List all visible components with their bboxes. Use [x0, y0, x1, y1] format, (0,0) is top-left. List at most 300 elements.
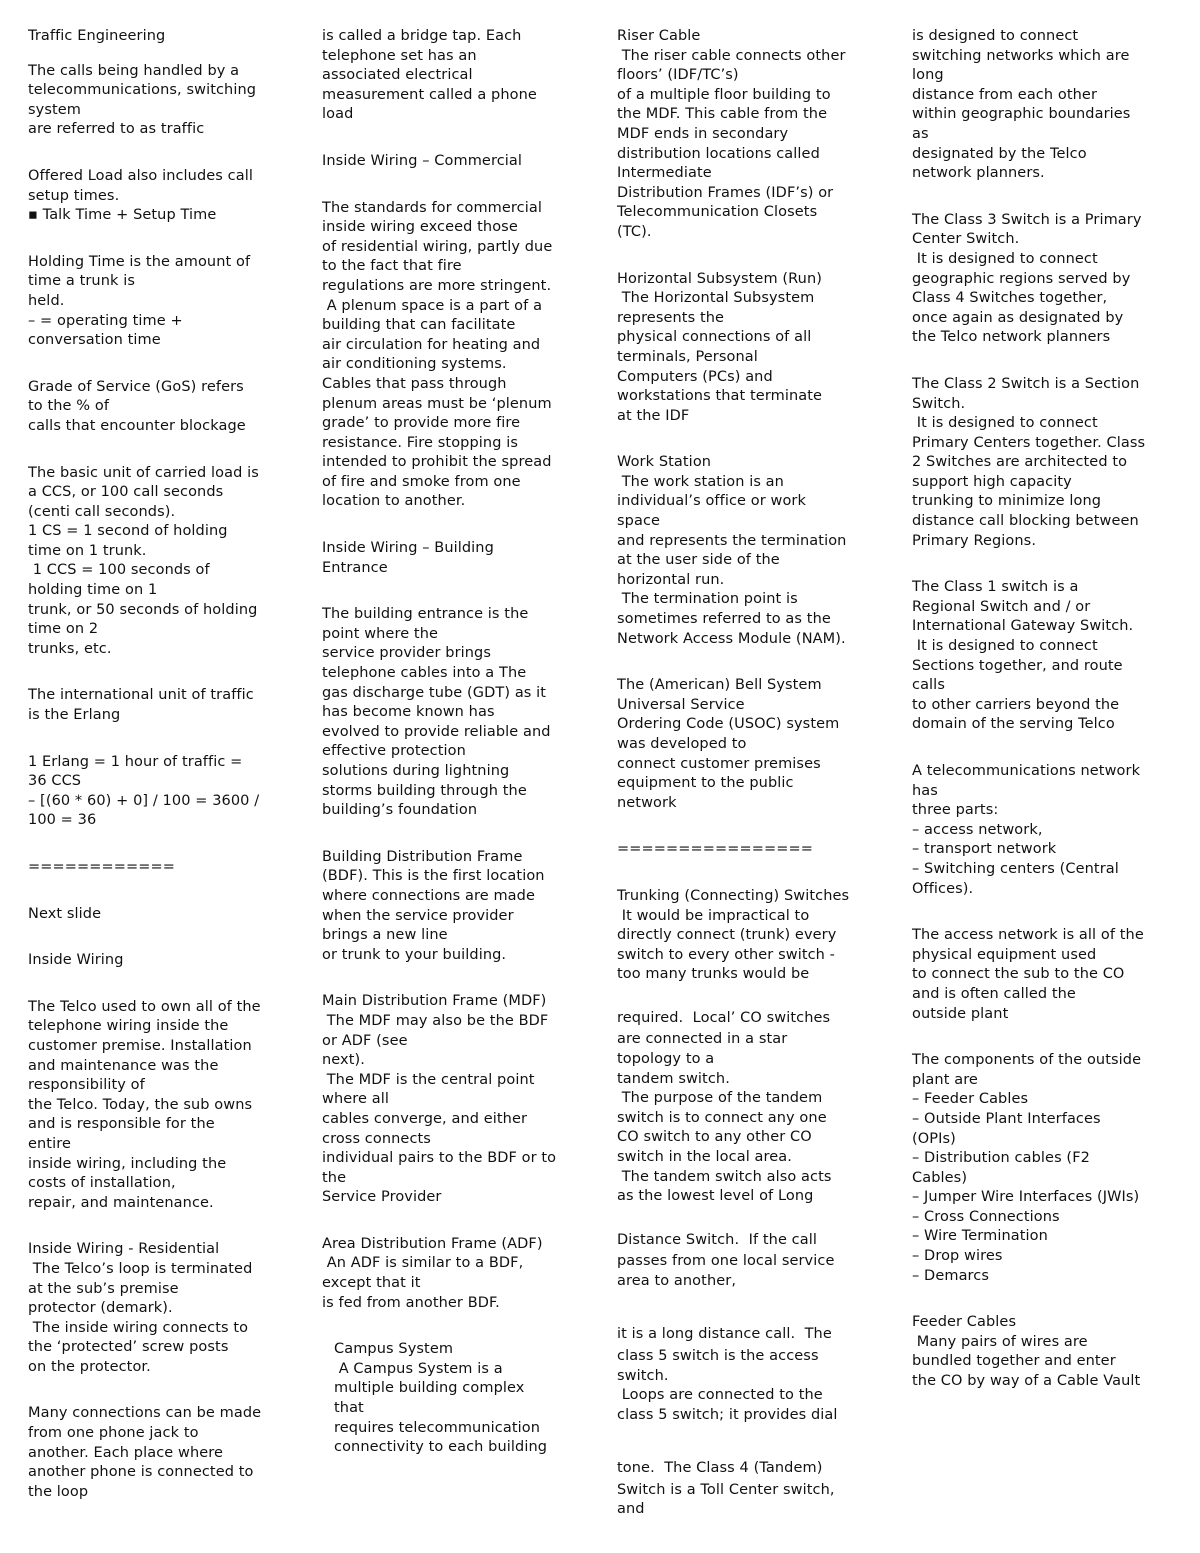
text-line: tone. The Class 4 (Tandem) [617, 1460, 823, 1477]
text-line: solutions during lightning [322, 763, 510, 779]
text-line: gas discharge tube (GDT) as it [322, 684, 547, 701]
text-line: within geographic boundaries [912, 106, 1131, 123]
text-line: multiple building complex [334, 1380, 525, 1397]
text-line: area to another, [617, 1272, 737, 1289]
text-line: has [912, 782, 938, 799]
text-line: to the % of [28, 398, 110, 415]
block-spacer [28, 47, 288, 62]
text-line: Loops are connected to the [617, 1387, 823, 1404]
text-line: 1 CCS = 100 seconds of [28, 562, 210, 579]
text-line: conversation time [28, 332, 161, 349]
text-line: calls that encounter blockage [28, 417, 246, 434]
text-line: time on 2 [28, 621, 99, 638]
text-block [28, 378, 288, 437]
text-line: The termination point is [617, 591, 798, 608]
text-line: Class 4 Switches together, [912, 290, 1108, 307]
text-line: horizontal run. [617, 571, 725, 588]
text-line: Distance Switch. If the call [617, 1231, 817, 1248]
text-line: responsibility of [28, 1077, 145, 1094]
text-line: air conditioning systems. [322, 356, 507, 373]
text-line: once again as designated by [912, 309, 1124, 326]
text-block [28, 951, 288, 971]
text-line: service provider brings [322, 645, 492, 662]
text-line: Intermediate [617, 165, 712, 182]
text-line: – Demarcs [912, 1267, 990, 1284]
block-spacer [28, 971, 288, 998]
text-line: it is a long distance call. The [617, 1326, 832, 1343]
block-spacer [912, 551, 1174, 578]
text-line: The standards for commercial [322, 199, 542, 216]
text-line: Riser Cable [617, 28, 701, 44]
text-line: The tandem switch also acts [617, 1168, 832, 1185]
text-line: Grade of Service (GoS) refers [28, 378, 244, 395]
text-line: – Drop wires [912, 1248, 1003, 1265]
text-line: – access network, [912, 821, 1043, 838]
text-line: Telecommunication Closets [617, 204, 818, 221]
text-line: cables converge, and either [322, 1110, 528, 1127]
text-line: It is designed to connect [912, 638, 1098, 655]
text-line: or trunk to your building. [322, 946, 507, 963]
text-line: the Telco. Today, the sub owns [28, 1096, 253, 1113]
text-line: The riser cable connects other [617, 47, 846, 64]
text-line: at the sub’s premise [28, 1280, 179, 1297]
text-line: brings a new line [322, 927, 448, 944]
text-block [322, 539, 584, 578]
text-line: at the user side of the [617, 552, 780, 569]
text-line: grade’ to provide more fire [322, 415, 521, 432]
text-line: tandem switch. [617, 1070, 730, 1087]
text-line: – Outside Plant Interfaces [912, 1110, 1101, 1127]
text-line: where connections are made [322, 887, 535, 904]
text-line: Many connections can be made [28, 1405, 262, 1422]
block-spacer [28, 831, 288, 858]
text-line: setup times. [28, 187, 120, 204]
text-line: effective protection [322, 743, 466, 760]
text-block [617, 887, 879, 985]
text-line: It is designed to connect [912, 415, 1098, 432]
block-spacer [912, 184, 1174, 211]
text-line: time a trunk is [28, 273, 135, 290]
text-line: of a multiple floor building to [617, 86, 831, 103]
text-line: Next slide [28, 905, 102, 922]
text-line: the Telco network planners [912, 329, 1111, 346]
text-line: individual’s office or work [617, 493, 806, 510]
text-line: load [322, 106, 354, 123]
text-block [912, 211, 1174, 348]
text-block [322, 1235, 584, 1313]
block-spacer [617, 1425, 879, 1457]
text-line: the ‘protected’ screw posts [28, 1339, 229, 1356]
text-block [28, 686, 288, 725]
text-line: and is often called the [912, 985, 1076, 1002]
text-line: The Telco used to own all of the [28, 998, 261, 1015]
text-line: connectivity to each building [334, 1439, 548, 1456]
text-line: trunking to minimize long [912, 493, 1102, 510]
text-line: switching networks which are [912, 47, 1130, 64]
text-line: telecommunications, switching [28, 82, 257, 99]
text-line: from one phone jack to [28, 1425, 199, 1442]
block-spacer [28, 726, 288, 753]
text-line: – transport network [912, 841, 1057, 858]
text-line: Network Access Module (NAM). [617, 630, 846, 647]
column-1 [28, 27, 288, 1502]
block-spacer [28, 878, 288, 905]
text-line: class 5 switch; it provides dial [617, 1406, 838, 1423]
text-line: Cables that pass through [322, 375, 507, 392]
text-line: The basic unit of carried load is [28, 464, 259, 481]
text-block [617, 1457, 879, 1520]
text-line: resistance. Fire stopping is [322, 434, 518, 451]
text-line: The international unit of traffic [28, 687, 254, 704]
text-block [617, 1323, 879, 1425]
text-line: is designed to connect [912, 28, 1079, 44]
block-spacer [912, 348, 1174, 375]
block-spacer [28, 226, 288, 253]
text-line: Main Distribution Frame (MDF) [322, 993, 547, 1010]
text-line: cross connects [322, 1130, 431, 1147]
text-line: The work station is an [617, 473, 784, 490]
text-line: distribution locations called [617, 145, 820, 162]
text-block [322, 27, 584, 125]
block-spacer [322, 1313, 584, 1340]
text-line: plenum areas must be ‘plenum [322, 395, 552, 412]
text-line: distance from each other [912, 86, 1098, 103]
text-line: costs of installation, [28, 1175, 176, 1192]
text-line: storms building through the [322, 782, 527, 799]
text-line: (OPIs) [912, 1130, 956, 1147]
block-spacer [28, 1213, 288, 1240]
text-line: holding time on 1 [28, 582, 158, 599]
text-line: It would be impractical to [617, 907, 810, 924]
text-line: Center Switch. [912, 231, 1020, 248]
text-line: Horizontal Subsystem (Run) [617, 270, 822, 287]
text-line: Inside Wiring – Commercial [322, 152, 523, 169]
text-block [322, 992, 584, 1208]
text-line: and [617, 1501, 645, 1518]
text-line: – = operating time + [28, 312, 183, 329]
text-line: Offices). [912, 880, 974, 897]
text-line: The purpose of the tandem [617, 1090, 823, 1107]
text-line: outside plant [912, 1005, 1009, 1022]
text-line: switch. [617, 1367, 669, 1384]
text-line: at the IDF [617, 407, 690, 424]
block-spacer [28, 924, 288, 951]
block-spacer [322, 821, 584, 848]
text-line: was developed to [617, 736, 747, 752]
text-line: regulations are more stringent. [322, 277, 552, 294]
text-line: class 5 switch is the access [617, 1347, 819, 1364]
text-line: location to another. [322, 493, 466, 510]
block-spacer [28, 437, 288, 464]
text-line: network [617, 794, 677, 811]
text-line: CO switch to any other CO [617, 1129, 812, 1146]
text-line: Primary Centers together. Class [912, 434, 1146, 451]
text-block [28, 167, 288, 226]
block-spacer [617, 243, 879, 270]
text-line: Inside Wiring - Residential [28, 1241, 220, 1258]
text-line: where all [322, 1091, 389, 1108]
text-line: – Distribution cables (F2 [912, 1150, 1090, 1167]
text-line: to the fact that fire [322, 258, 462, 275]
text-line: repair, and maintenance. [28, 1194, 214, 1211]
text-line: when the service provider [322, 907, 514, 924]
text-line: floors’ (IDF/TC’s) [617, 67, 739, 84]
text-line: as [912, 125, 929, 142]
text-line: as the lowest level of Long [617, 1188, 814, 1205]
text-line: Universal Service [617, 696, 745, 713]
text-block [322, 199, 584, 513]
text-line: to connect the sub to the CO [912, 966, 1125, 983]
text-line: Entrance [322, 559, 388, 576]
text-line: A Campus System is a [334, 1360, 503, 1377]
text-line: connect customer premises [617, 755, 821, 772]
text-line: terminals, Personal [617, 348, 758, 365]
text-block [28, 1240, 288, 1377]
text-block [617, 676, 879, 813]
text-line: The Telco’s loop is terminated [28, 1260, 253, 1277]
text-line: the loop [28, 1483, 89, 1500]
text-line: sometimes referred to as the [617, 611, 831, 628]
text-line: inside wiring exceed those [322, 219, 518, 236]
text-line: An ADF is similar to a BDF, [322, 1255, 524, 1272]
text-block [912, 1313, 1174, 1391]
text-line: The Class 3 Switch is a Primary [912, 211, 1142, 228]
text-line: topology to a [617, 1051, 715, 1068]
text-line: designated by the Telco [912, 145, 1087, 162]
text-line: except that it [322, 1275, 421, 1292]
column-3 [617, 27, 879, 1520]
text-block [617, 453, 879, 649]
block-spacer [322, 1208, 584, 1235]
text-line: calls [912, 677, 945, 694]
column-2 [322, 27, 584, 1458]
text-line: are connected in a star [617, 1031, 788, 1048]
text-line: physical connections of all [617, 329, 812, 346]
text-block [322, 1340, 584, 1458]
text-line: Feeder Cables [912, 1314, 1017, 1331]
block-spacer [322, 172, 584, 199]
text-line: The Class 2 Switch is a Section [912, 375, 1140, 392]
text-line: is the Erlang [28, 707, 121, 724]
block-spacer [322, 512, 584, 539]
block-spacer [912, 735, 1174, 762]
text-line: It is designed to connect [912, 250, 1098, 267]
text-line: telephone wiring inside the [28, 1018, 229, 1035]
text-line: domain of the serving Telco [912, 716, 1115, 733]
text-block [617, 1229, 879, 1292]
text-line: building’s foundation [322, 802, 478, 819]
text-line: and represents the termination [617, 532, 847, 549]
text-block [28, 253, 288, 351]
text-line: the MDF. This cable from the [617, 106, 828, 123]
block-spacer [617, 813, 879, 840]
text-line: long [912, 67, 944, 84]
text-line: another. Each place where [28, 1444, 224, 1461]
text-line: ▪ Talk Time + Setup Time [28, 207, 217, 224]
block-spacer [617, 1207, 879, 1229]
text-line: trunks, etc. [28, 640, 112, 657]
text-line: evolved to provide reliable and [322, 723, 551, 740]
text-line: (BDF). This is the first location [322, 868, 545, 885]
text-line: equipment to the public [617, 775, 794, 792]
text-line: or ADF (see [322, 1032, 408, 1049]
block-spacer [617, 426, 879, 453]
text-line: building that can facilitate [322, 317, 516, 334]
text-line: The Class 1 switch is a [912, 579, 1079, 596]
text-line: individual pairs to the BDF or to [322, 1150, 557, 1167]
text-block [912, 375, 1174, 551]
text-line: inside wiring, including the [28, 1155, 227, 1172]
text-line: too many trunks would be [617, 966, 810, 983]
text-line: Work Station [617, 454, 712, 471]
block-spacer [28, 659, 288, 686]
text-line: measurement called a phone [322, 86, 537, 103]
text-line: are referred to as traffic [28, 121, 205, 138]
text-line: Sections together, and route [912, 657, 1123, 674]
text-line: – Cross Connections [912, 1208, 1060, 1225]
text-line: three parts: [912, 802, 999, 819]
text-block [28, 62, 288, 140]
text-block [912, 926, 1174, 1024]
text-line: support high capacity [912, 473, 1072, 490]
text-line: system [28, 101, 82, 118]
text-line: represents the [617, 309, 725, 326]
text-line: is called a bridge tap. Each [322, 28, 522, 44]
text-block [28, 858, 288, 878]
block-spacer [617, 860, 879, 887]
text-line: another phone is connected to [28, 1464, 254, 1481]
text-line: Service Provider [322, 1189, 442, 1206]
text-line: space [617, 513, 661, 530]
text-line: workstations that terminate [617, 388, 823, 405]
text-line: 1 Erlang = 1 hour of traffic = [28, 753, 243, 770]
text-line: the CO by way of a Cable Vault [912, 1373, 1141, 1390]
text-line: – Feeder Cables [912, 1091, 1029, 1108]
text-line: Traffic Engineering [28, 28, 166, 44]
block-spacer [28, 140, 288, 167]
text-block [912, 1051, 1174, 1286]
text-block [912, 27, 1174, 184]
text-line: of fire and smoke from one [322, 473, 521, 490]
text-line: Primary Regions. [912, 532, 1037, 549]
text-line: The components of the outside [912, 1052, 1142, 1069]
text-line: plant are [912, 1071, 978, 1088]
text-line: – Wire Termination [912, 1228, 1048, 1245]
text-line: Inside Wiring – Building [322, 540, 494, 557]
text-line: telephone set has an [322, 47, 477, 64]
text-line: MDF ends in secondary [617, 125, 789, 142]
text-line: The building entrance is the [322, 606, 529, 623]
block-spacer [28, 351, 288, 378]
text-block [28, 905, 288, 925]
text-line: network planners. [912, 165, 1045, 182]
text-block [322, 152, 584, 172]
text-line: International Gateway Switch. [912, 618, 1134, 635]
text-block [912, 762, 1174, 899]
text-line: Ordering Code (USOC) system [617, 716, 840, 733]
text-block [28, 464, 288, 660]
block-spacer [912, 1024, 1174, 1051]
text-line: Trunking (Connecting) Switches [617, 887, 850, 904]
text-line: – [(60 * 60) + 0] / 100 = 3600 / [28, 792, 260, 809]
text-line: trunk, or 50 seconds of holding [28, 601, 258, 618]
text-line: that [334, 1400, 364, 1417]
text-line: telephone cables into a The [322, 665, 527, 682]
text-block [617, 27, 879, 243]
text-line: distance call blocking between [912, 513, 1139, 530]
block-spacer [912, 899, 1174, 926]
text-block [617, 270, 879, 427]
text-block [28, 1404, 288, 1502]
text-line: time on 1 trunk. [28, 542, 147, 559]
text-line: Offered Load also includes call [28, 167, 253, 184]
text-line: switch is to connect any one [617, 1109, 827, 1126]
text-line: – Jumper Wire Interfaces (JWIs) [912, 1189, 1140, 1206]
text-line: entire [28, 1135, 71, 1152]
text-line: (centi call seconds). [28, 503, 176, 520]
text-line: has become known has [322, 704, 495, 721]
block-spacer [28, 1377, 288, 1404]
text-line: Cables) [912, 1169, 968, 1186]
block-spacer [617, 649, 879, 676]
text-line: ================ [617, 841, 813, 858]
text-block [322, 605, 584, 821]
text-line: intended to prohibit the spread [322, 454, 552, 471]
text-line: protector (demark). [28, 1300, 173, 1317]
text-line: Switch. [912, 395, 966, 412]
text-line: and maintenance was the [28, 1057, 219, 1074]
text-line: held. [28, 292, 65, 309]
text-line: Campus System [334, 1341, 454, 1358]
text-block [617, 840, 879, 860]
text-line: The inside wiring connects to [28, 1319, 249, 1336]
text-line: air circulation for heating and [322, 336, 541, 353]
text-line: associated electrical [322, 67, 473, 84]
text-line: is fed from another BDF. [322, 1294, 500, 1311]
text-line: required. Local’ CO switches [617, 1009, 831, 1026]
text-block [322, 848, 584, 966]
text-line: Distribution Frames (IDF’s) or [617, 184, 834, 201]
text-line: A telecommunications network [912, 763, 1141, 779]
text-line: ============ [28, 859, 175, 875]
text-line: a CCS, or 100 call seconds [28, 484, 224, 501]
text-line: directly connect (trunk) every [617, 927, 837, 944]
text-line: The Horizontal Subsystem [617, 290, 815, 307]
text-line: Holding Time is the amount of [28, 253, 251, 270]
text-line: passes from one local service [617, 1253, 835, 1270]
text-line: The MDF is the central point [322, 1071, 535, 1088]
text-block [617, 1007, 879, 1207]
text-line: 100 = 36 [28, 812, 97, 829]
text-line: Area Distribution Frame (ADF) [322, 1235, 543, 1252]
text-line: Many pairs of wires are [912, 1333, 1088, 1350]
text-line: to other carriers beyond the [912, 696, 1120, 713]
block-spacer [322, 578, 584, 605]
text-line: switch in the local area. [617, 1149, 792, 1165]
text-line: point where the [322, 625, 439, 642]
text-line: physical equipment used [912, 946, 1097, 963]
text-line: 36 CCS [28, 773, 82, 790]
text-line: of residential wiring, partly due [322, 238, 553, 255]
text-line: A plenum space is a part of a [322, 297, 543, 314]
text-line: next). [322, 1052, 365, 1069]
text-line: the [322, 1169, 347, 1186]
text-line: The calls being handled by a [28, 62, 240, 79]
text-line: (TC). [617, 223, 652, 240]
block-spacer [322, 965, 584, 992]
text-line: – Switching centers (Central [912, 860, 1119, 877]
text-line: bundled together and enter [912, 1353, 1116, 1370]
